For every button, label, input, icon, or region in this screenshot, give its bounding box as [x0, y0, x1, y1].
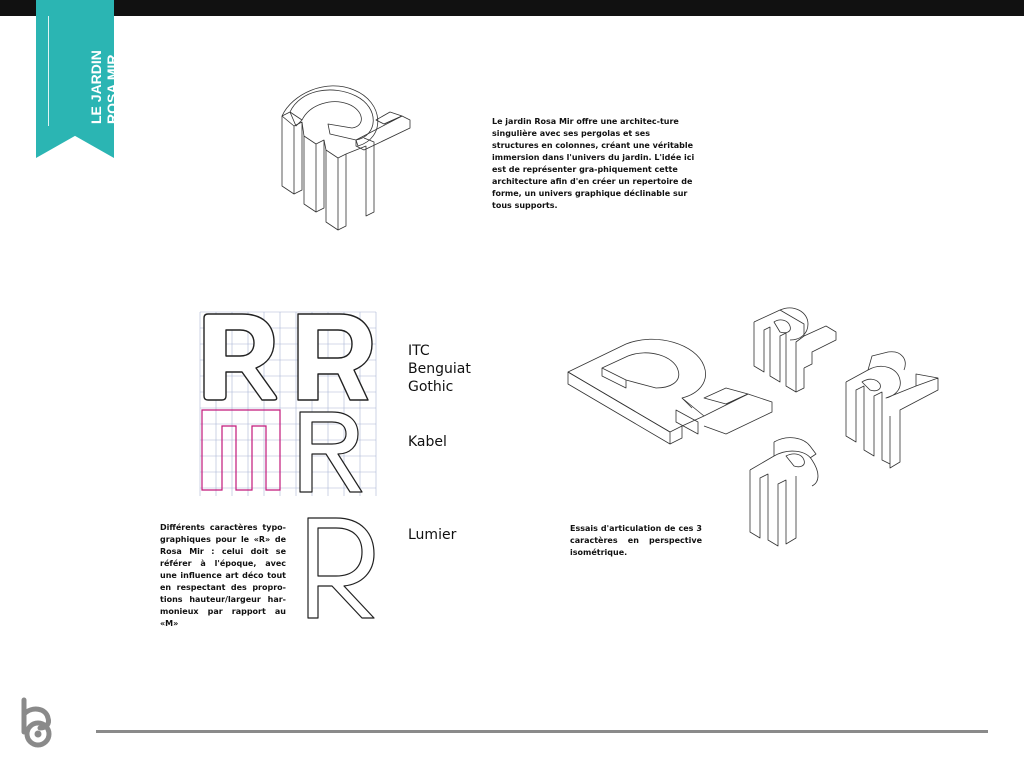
- intro-paragraph: Le jardin Rosa Mir offre une architec-ture singulière avec ses pergolas et ses structures en colonnes, créant une véritable immersion dans l'univers du jardin. L'idée ici est de représenter gra-phiquement cette architecture afin d'en créer un repertoire de forme, un univers graphique déclinable sur tous supports.: [492, 117, 695, 210]
- isometric-description: Essais d'articulation de ces 3 caractères en perspective isométrique.: [570, 524, 702, 557]
- glyph-r-lumier: [306, 516, 380, 620]
- font-label-lumier: [408, 526, 456, 544]
- glyph-r-benguiat: [200, 312, 280, 402]
- isometric-r-small-bottom: [746, 436, 846, 548]
- glyph-r-gothic: [296, 312, 376, 402]
- font-label-benguiat: [408, 342, 471, 396]
- isometric-r-small-top: [750, 306, 850, 404]
- font-label-line: Gothic: [408, 379, 454, 395]
- font-label-line: ITC: [408, 343, 430, 359]
- typography-description: Différents caractères typo-graphiques pour le «R» de Rosa Mir : celui doit se référer à l'époque, avec une influence art déco tout en respectant des propro-tions hauteur/largeur har-monieux par rapport au «M»: [160, 523, 286, 628]
- ribbon-divider: [48, 16, 49, 126]
- isometric-r-large: [566, 336, 776, 466]
- section-title-line1: LE JARDIN: [88, 50, 104, 124]
- font-label-line: Benguiat: [408, 361, 471, 377]
- font-label-line: Lumier: [408, 527, 457, 543]
- glyph-m-magenta: [200, 408, 282, 492]
- section-title: [88, 50, 120, 124]
- top-bar: [0, 0, 1024, 16]
- font-label-line: Kabel: [408, 434, 447, 450]
- isometric-rm-monogram: [270, 76, 420, 236]
- font-label-kabel: [408, 433, 447, 451]
- section-title-line2: ROSA MIR: [104, 54, 120, 124]
- rosa-mir-logo-icon: [18, 696, 56, 748]
- glyph-r-kabel: [298, 410, 366, 494]
- footer-rule: [96, 730, 988, 733]
- isometric-r-small-right: [842, 350, 942, 470]
